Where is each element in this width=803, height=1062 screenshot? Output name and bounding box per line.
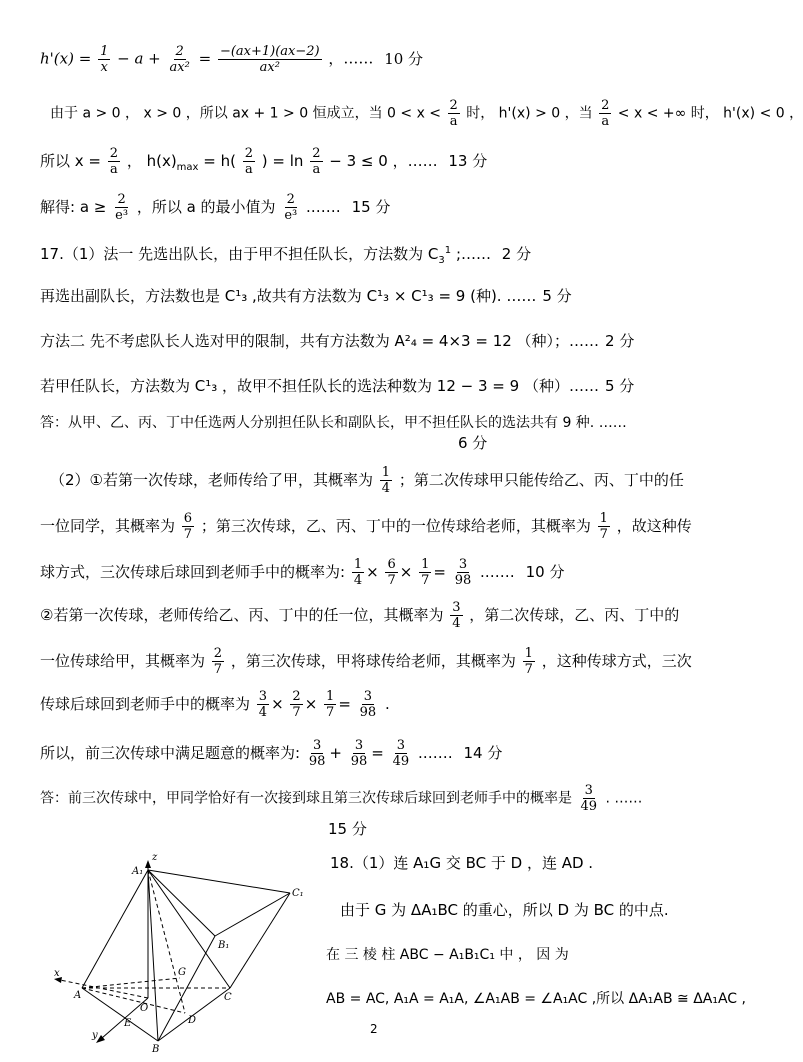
line-17-2-second: 一位同学，其概率为 $\frac{6}{7}$ ；第三次传球，乙、丙、丁中的一位传球给老师，其概率为 $\frac{1}{7}$ ，故这种传 xyxy=(40,511,692,542)
line-18-4: AB = AC, A₁A = A₁A, ∠A₁AB = ∠A₁AC ,所以 ΔA₁AB ≅ ΔA₁AC , xyxy=(326,991,746,1007)
line-monotonic: 由于 a > 0 ， x > 0 ，所以 ax + 1 > 0 恒成立，当 0 < x < $\frac{2}{a}$ 时， h'(x) > 0 ，当 $\frac{2}{a}$ < x < +∞ 时， h'(x) < 0 ， xyxy=(50,98,803,129)
label-A: A xyxy=(74,990,82,1001)
line-derivative: h'(x) = $\frac{1}{x}$ − a + $\frac{2}{\text{ax²}}$ = $\frac{-(ax+1)(ax-2)}{\text{ax²}}$ ，…… 10 分 xyxy=(40,44,424,75)
line-17-captain: 若甲任队长，方法数为 C¹₃ ，故甲不担任队长的选法种数为 12 − 3 = 9 （种）…… 5 分 xyxy=(40,377,635,395)
line-17-answer-score: 6 分 xyxy=(458,434,488,452)
line-18-3: 在 三 棱 柱 ABC − A₁B₁C₁ 中 ， 因 为 xyxy=(326,947,569,963)
line-18-1: 18.（1）连 A₁G 交 BC 于 D ，连 AD . xyxy=(330,854,594,872)
label-x: x xyxy=(54,968,60,979)
line-17-2-answer: 答：前三次传球中，甲同学恰好有一次接到球且第三次传球后球回到老师手中的概率是 $\frac{3}{49}$ . …… xyxy=(40,783,643,814)
line-17-2-answer-score: 15 分 xyxy=(328,820,367,838)
line-18-2: 由于 G 为 ΔA₁BC 的重心，所以 D 为 BC 的中点. xyxy=(340,901,669,919)
line-17-2-prob2: 传球后球回到老师手中的概率为 $\frac{3}{4}$ × $\frac{2}{7}$ × $\frac{1}{7}$ = $\frac{3}{98}$ . xyxy=(40,689,390,720)
line-17-vice: 再选出副队长，方法数也是 C¹₃ ,故共有方法数为 C¹₃ × C¹₃ = 9 (种). …… 5 分 xyxy=(40,287,572,305)
line-17-answer: 答：从甲、乙、丙、丁中任选两人分别担任队长和副队长，甲不担任队长的选法共有 9 种. …… xyxy=(40,415,627,431)
label-O: O xyxy=(140,1003,149,1014)
line-17-2-first: （2）①若第一次传球，老师传给了甲，其概率为 $\frac{1}{4}$ ；第二次传球甲只能传给乙、丙、丁中的任 xyxy=(50,465,684,496)
label-C: C xyxy=(224,992,232,1003)
page-number: 2 xyxy=(370,1022,378,1036)
label-E: E xyxy=(124,1018,132,1029)
label-A1: A₁ xyxy=(132,866,144,877)
label-C1: C₁ xyxy=(292,888,304,899)
line-17-2-case2: ②若第一次传球，老师传给乙、丙、丁中的任一位，其概率为 $\frac{3}{4}$ ，第二次传球，乙、丙、丁中的 xyxy=(40,600,680,631)
label-B: B xyxy=(152,1044,160,1055)
line-max: 所以 x = $\frac{2}{a}$ ， $h(x)_{max} = h$( $\frac{2}{a}$ ) = ln $\frac{2}{a}$ − 3 ≤ 0 ，…… 13 分 xyxy=(40,146,488,177)
line-17-2-total: 所以，前三次传球中满足题意的概率为: $\frac{3}{98}$ + $\frac{3}{98}$ = $\frac{3}{49}$ .…… 14 分 xyxy=(40,738,503,769)
line-17-method1: 17.（1）法一 先选出队长，由于甲不担任队长，方法数为 $C_3^1$ ;…… 2 分 xyxy=(40,245,532,266)
label-y: y xyxy=(92,1030,98,1041)
line-17-2-prob1: 球方式，三次传球后球回到老师手中的概率为: $\frac{1}{4}$ × $\frac{6}{7}$ × $\frac{1}{7}$ = $\frac{3}{98}$ .…… 10 分 xyxy=(40,557,565,588)
line-solution: 解得: a ≥ $\frac{2}{\text{e³}}$ ，所以 a 的最小值为 $\frac{2}{\text{e³}}$ .…… 15 分 xyxy=(40,192,391,223)
line-17-2-case2b: 一位传球给甲，其概率为 $\frac{2}{7}$ ，第三次传球，甲将球传给老师，其概率为 $\frac{1}{7}$ ，这种传球方式，三次 xyxy=(40,646,692,677)
label-D: D xyxy=(188,1015,197,1026)
label-G: G xyxy=(178,967,186,978)
line-17-method2: 方法二 先不考虑队长人选对甲的限制，共有方法数为 A²₄ = 4×3 = 12 （种）；…… 2 分 xyxy=(40,332,635,350)
prism-figure xyxy=(40,848,310,1053)
label-z: z xyxy=(152,852,158,863)
label-B1: B₁ xyxy=(218,940,230,951)
